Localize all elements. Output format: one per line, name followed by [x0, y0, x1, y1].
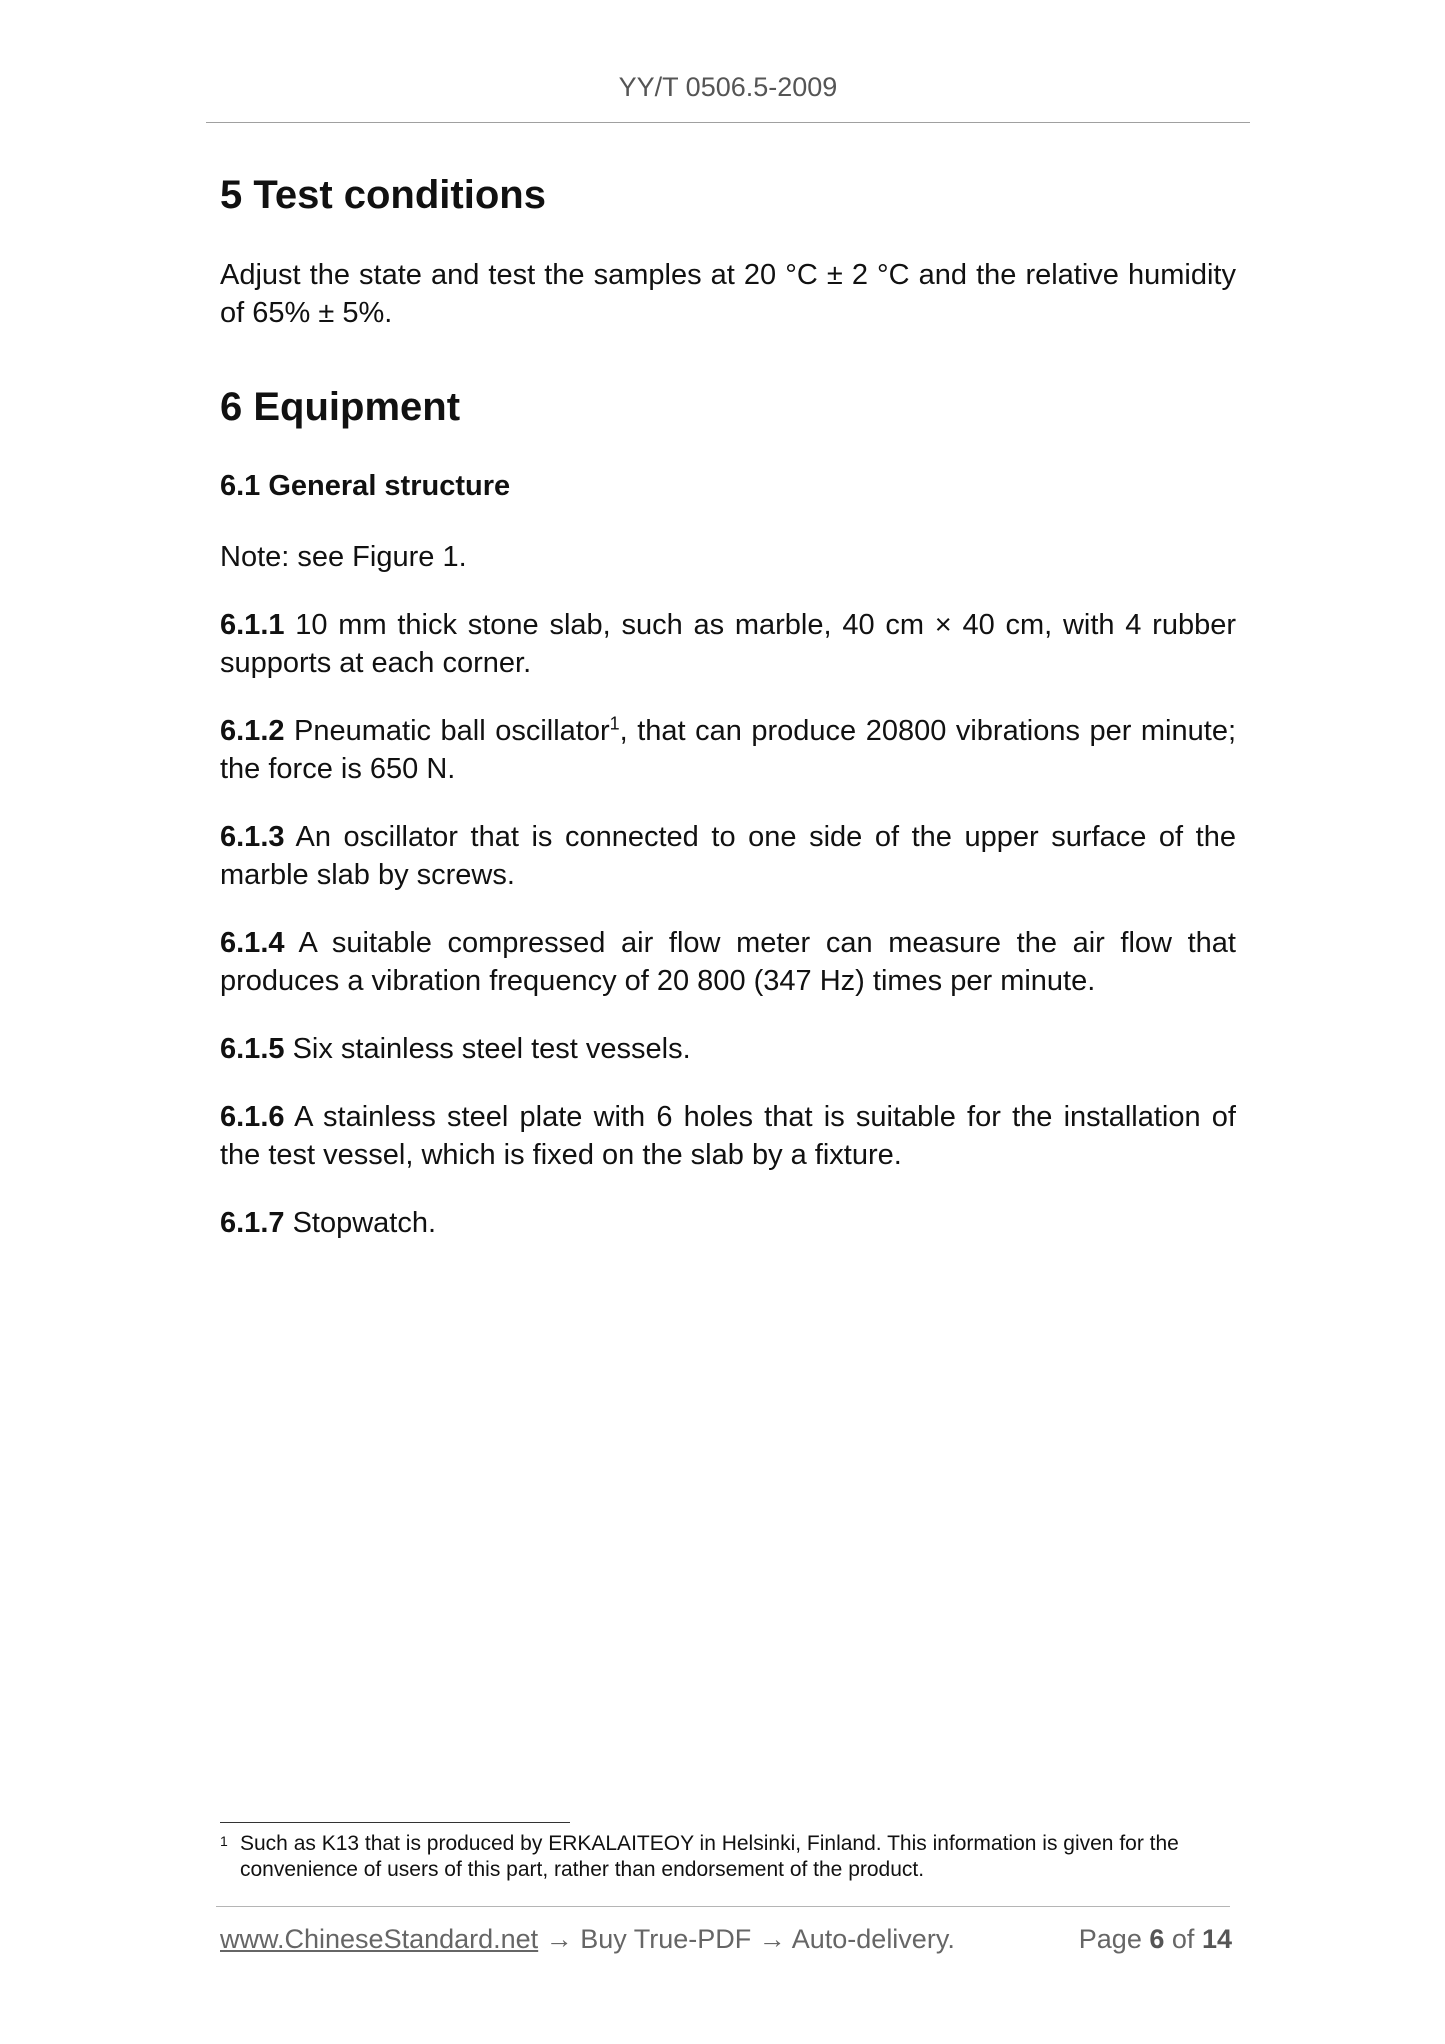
clause-text: Stopwatch.	[292, 1207, 437, 1239]
clause-text: A stainless steel plate with 6 holes that is suitable for the installation of the test vessel, which is fixed on the slab by a fixture.	[220, 1101, 1236, 1171]
footer-tagline: → Buy True-PDF → Auto-delivery.	[538, 1924, 955, 1954]
clause-6-1-1	[220, 606, 1236, 682]
section-5-paragraph: Adjust the state and test the samples at 20 °C ± 2 °C and the relative humidity of 65% ± 5%.	[220, 259, 1236, 329]
clause-text: Pneumatic ball oscillator	[294, 715, 610, 747]
footnote-mark: 1	[220, 1833, 228, 1849]
clause-6-1-4	[220, 924, 1236, 1000]
clause-6-1-7	[220, 1204, 1236, 1242]
clause-number: 6.1.4	[220, 927, 285, 959]
clause-number: 6.1.1	[220, 609, 285, 641]
page-body	[220, 168, 1236, 1242]
clause-text: 10 mm thick stone slab, such as marble, 40 cm × 40 cm, with 4 rubber supports at each corner.	[220, 609, 1236, 679]
section-5-heading: 5 Test conditions	[220, 173, 546, 217]
clause-number: 6.1.2	[220, 715, 285, 747]
clause-6-1-5	[220, 1030, 1236, 1068]
clause-number: 6.1.3	[220, 821, 285, 853]
page-indicator	[1079, 1924, 1232, 1955]
clause-6-1-6	[220, 1098, 1236, 1174]
clause-number: 6.1.6	[220, 1101, 285, 1133]
note-paragraph: Note: see Figure 1.	[220, 541, 467, 573]
page-footer	[220, 1924, 1232, 1960]
footnote-text: Such as K13 that is produced by ERKALAITEOY in Helsinki, Finland. This information is given for the convenience of users of this part, rather than endorsement of the product.	[240, 1832, 1179, 1881]
footer-promo	[220, 1924, 955, 1955]
clause-text: Six stainless steel test vessels.	[292, 1033, 691, 1065]
clause-6-1-2	[220, 712, 1236, 788]
footer-divider	[216, 1906, 1230, 1907]
website-link[interactable]: www.ChineseStandard.net	[220, 1924, 539, 1954]
total-pages: 14	[1201, 1924, 1232, 1954]
footnote-divider	[220, 1822, 570, 1823]
clause-text: A suitable compressed air flow meter can measure the air flow that produces a vibration frequency of 20 800 (347 Hz) times per minute.	[220, 927, 1236, 997]
page-label: Page	[1078, 1924, 1142, 1954]
clause-text-continued: , that can produce 20800 vibrations per minute; the force is 650 N.	[220, 715, 1237, 785]
clause-6-1-3	[220, 818, 1236, 894]
clause-text: An oscillator that is connected to one side of the upper surface of the marble slab by screws.	[220, 821, 1236, 891]
running-header: YY/T 0506.5-2009	[618, 72, 838, 102]
page-number: 6	[1149, 1924, 1165, 1954]
section-6-heading: 6 Equipment	[220, 385, 461, 429]
header-divider	[206, 122, 1250, 123]
subsection-6-1-heading: 6.1 General structure	[220, 470, 511, 502]
clause-number: 6.1.7	[220, 1207, 285, 1239]
footnote	[220, 1831, 1230, 1883]
of-label: of	[1171, 1924, 1195, 1954]
clause-number: 6.1.5	[220, 1033, 285, 1065]
footnote-reference[interactable]: 1	[609, 713, 620, 734]
